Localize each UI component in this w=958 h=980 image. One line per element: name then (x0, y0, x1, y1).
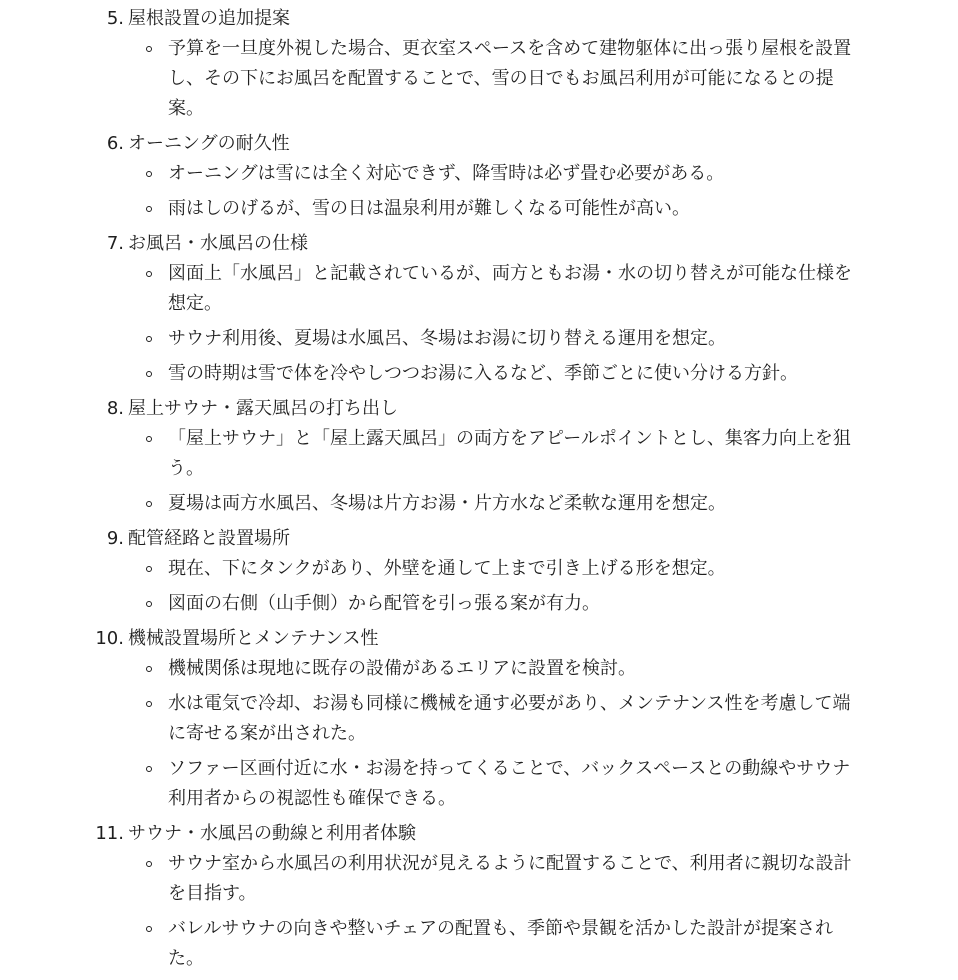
item-heading (0, 129, 958, 159)
sub-list-item (0, 914, 868, 974)
item-number: 10. (95, 628, 124, 649)
item-heading (0, 394, 958, 424)
sub-list-item (0, 34, 868, 124)
item-number: 7. (106, 233, 124, 254)
item-title: サウナ・水風呂の動線と利用者体験 (128, 823, 416, 844)
item-heading (0, 229, 958, 259)
sub-item-text: 「屋上サウナ」と「屋上露天風呂」の両方をアピールポイントとし、集客力向上を狙う。 (168, 428, 851, 479)
hollow-bullet-icon (146, 501, 152, 507)
sub-list-item (0, 589, 868, 619)
hollow-bullet-icon (146, 336, 152, 342)
item-heading (0, 819, 958, 849)
sub-list (0, 554, 958, 619)
sub-item-text: 図面上「水風呂」と記載されているが、両方ともお湯・水の切り替えが可能な仕様を想定。 (168, 263, 852, 314)
sub-list (0, 259, 958, 389)
item-title: 機械設置場所とメンテナンス性 (128, 628, 379, 649)
hollow-bullet-icon (146, 926, 152, 932)
hollow-bullet-icon (146, 271, 152, 277)
sub-item-text: 夏場は両方水風呂、冬場は片方お湯・片方水など柔軟な運用を想定。 (168, 493, 726, 514)
sub-list-item (0, 359, 868, 389)
item-title: お風呂・水風呂の仕様 (128, 233, 308, 254)
list-item (0, 624, 958, 814)
list-item (0, 4, 958, 124)
hollow-bullet-icon (146, 206, 152, 212)
list-item (0, 394, 958, 519)
item-number: 11. (95, 823, 124, 844)
sub-list (0, 849, 958, 974)
item-title: 配管経路と設置場所 (128, 528, 290, 549)
hollow-bullet-icon (146, 171, 152, 177)
item-number: 6. (106, 133, 124, 154)
sub-list-item (0, 424, 868, 484)
sub-item-text: サウナ利用後、夏場は水風呂、冬場はお湯に切り替える運用を想定。 (168, 328, 726, 349)
sub-item-text: 雪の時期は雪で体を冷やしつつお湯に入るなど、季節ごとに使い分ける方針。 (168, 363, 798, 384)
list-item (0, 129, 958, 224)
sub-list-item (0, 194, 868, 224)
sub-item-text: 図面の右側（山手側）から配管を引っ張る案が有力。 (168, 593, 600, 614)
hollow-bullet-icon (146, 601, 152, 607)
item-heading (0, 524, 958, 554)
sub-item-text: ソファー区画付近に水・お湯を持ってくることで、バックスペースとの動線やサウナ利用者からの視認性も確保できる。 (168, 758, 851, 809)
sub-item-text: サウナ室から水風呂の利用状況が見えるように配置することで、利用者に親切な設計を目指す。 (168, 853, 852, 904)
sub-list-item (0, 159, 868, 189)
sub-item-text: バレルサウナの向きや整いチェアの配置も、季節や景観を活かした設計が提案された。 (168, 918, 834, 969)
item-heading (0, 4, 958, 34)
sub-item-text: オーニングは雪には全く対応できず、降雪時は必ず畳む必要がある。 (168, 163, 725, 184)
item-number: 9. (106, 528, 124, 549)
sub-list-item (0, 754, 868, 814)
sub-list-item (0, 259, 868, 319)
sub-list (0, 654, 958, 814)
item-title: オーニングの耐久性 (128, 133, 290, 154)
list-item (0, 229, 958, 389)
sub-item-text: 現在、下にタンクがあり、外壁を通して上まで引き上げる形を想定。 (168, 558, 726, 579)
hollow-bullet-icon (146, 436, 152, 442)
sub-item-text: 水は電気で冷却、お湯も同様に機械を通す必要があり、メンテナンス性を考慮して端に寄せる案が出された。 (168, 693, 851, 744)
sub-list (0, 34, 958, 124)
sub-list-item (0, 324, 868, 354)
hollow-bullet-icon (146, 566, 152, 572)
hollow-bullet-icon (146, 701, 152, 707)
sub-list (0, 159, 958, 224)
list-item (0, 524, 958, 619)
item-title: 屋上サウナ・露天風呂の打ち出し (128, 398, 398, 419)
sub-list-item (0, 849, 868, 909)
item-number: 8. (106, 398, 124, 419)
sub-list (0, 424, 958, 519)
item-number: 5. (106, 8, 124, 29)
sub-list-item (0, 554, 868, 584)
sub-list-item (0, 689, 868, 749)
sub-item-text: 機械関係は現地に既存の設備があるエリアに設置を検討。 (168, 658, 636, 679)
item-title: 屋根設置の追加提案 (128, 8, 290, 29)
sub-list-item (0, 654, 868, 684)
list-item (0, 819, 958, 974)
sub-item-text: 予算を一旦度外視した場合、更衣室スペースを含めて建物躯体に出っ張り屋根を設置し、その下にお風呂を配置することで、雪の日でもお風呂利用が可能になるとの提案。 (168, 38, 852, 119)
hollow-bullet-icon (146, 766, 152, 772)
sub-item-text: 雨はしのげるが、雪の日は温泉利用が難しくなる可能性が高い。 (168, 198, 690, 219)
hollow-bullet-icon (146, 666, 152, 672)
hollow-bullet-icon (146, 371, 152, 377)
item-heading (0, 624, 958, 654)
hollow-bullet-icon (146, 46, 152, 52)
sub-list-item (0, 489, 868, 519)
hollow-bullet-icon (146, 861, 152, 867)
